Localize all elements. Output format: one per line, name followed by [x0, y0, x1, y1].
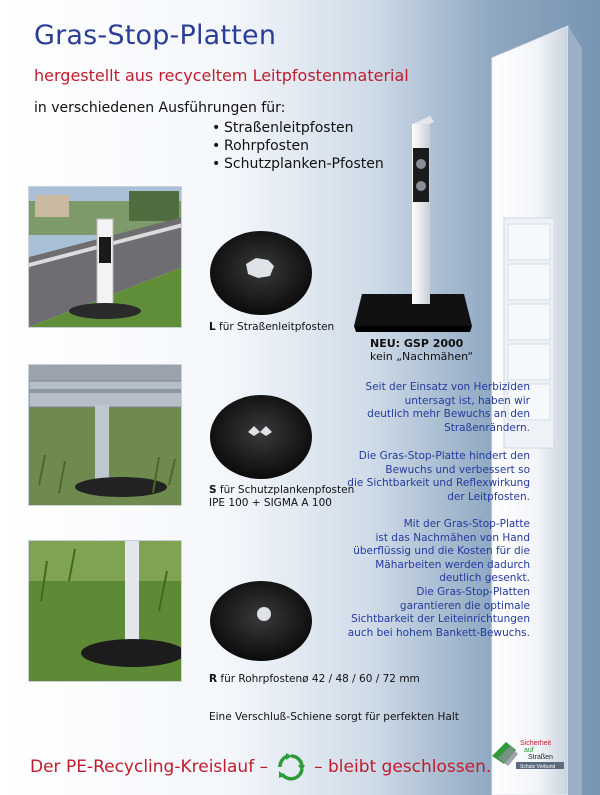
photo-guardrail-post [28, 364, 182, 506]
photo-road-post [28, 186, 182, 328]
slogan-right: – bleibt geschlossen. [314, 757, 492, 777]
plate-r-label: R für Rohrpfostenø 42 / 48 / 60 / 72 mm [209, 673, 420, 685]
plate-r-image [208, 578, 314, 664]
plate-s-label: S für Schutzplankenpfosten IPE 100 + SIGMA A 100 [209, 484, 355, 509]
gsp2000-post-image [352, 108, 474, 334]
photo-pipe-post [28, 540, 182, 682]
paragraph-herbicides: Seit der Einsatz von Herbiziden untersagt ist, haben wir deutlich mehr Bewuchs an den Straßenrändern. [365, 381, 530, 434]
plate-l-label: L für Straßenleitpfosten [209, 321, 335, 333]
logo-line1: Sicherheit [520, 740, 552, 747]
logo-line3: Straßen [528, 754, 553, 761]
slogan-left: Der PE-Recycling-Kreislauf – [30, 757, 269, 777]
closure-rail-note: Eine Verschluß-Schiene sorgt für perfekten Halt [209, 711, 459, 723]
list-item: • Rohrpfosten [212, 138, 309, 154]
recycle-icon [276, 752, 306, 782]
intro-text: in verschiedenen Ausführungen für: [34, 100, 286, 116]
list-item: • Straßenleitpfosten [212, 120, 354, 136]
page-subtitle: hergestellt aus recyceltem Leitpfostenmaterial [34, 66, 409, 85]
page-title: Gras-Stop-Platten [34, 20, 277, 51]
paragraph-costs: Mit der Gras-Stop-Platte ist das Nachmähen von Hand überflüssig und die Kosten für die Mäharbeiten werden dadurch deutlich gesenkt. Die Gras-Stop-Platten garantieren die optimale Sichtbarkeit der Leiteinrichtungen auch bei hohem Bankett-Bewuchs. [347, 518, 530, 639]
paragraph-visibility: Die Gras-Stop-Platte hindert den Bewuchs und verbessert so die Sichtbarkeit und Reflexwirkung der Leitpfosten. [347, 450, 530, 503]
recycling-slogan [30, 752, 491, 782]
logo-line2: auf [524, 747, 534, 754]
logo-line4: Schutz Verbund [520, 764, 556, 770]
plate-l-image [208, 228, 314, 318]
sicherheit-logo [490, 736, 566, 770]
neu-gsp2000-caption: NEU: GSP 2000 kein „Nachmähen“ [370, 337, 474, 363]
list-item: • Schutzplanken-Pfosten [212, 156, 384, 172]
plate-s-image [208, 392, 314, 482]
